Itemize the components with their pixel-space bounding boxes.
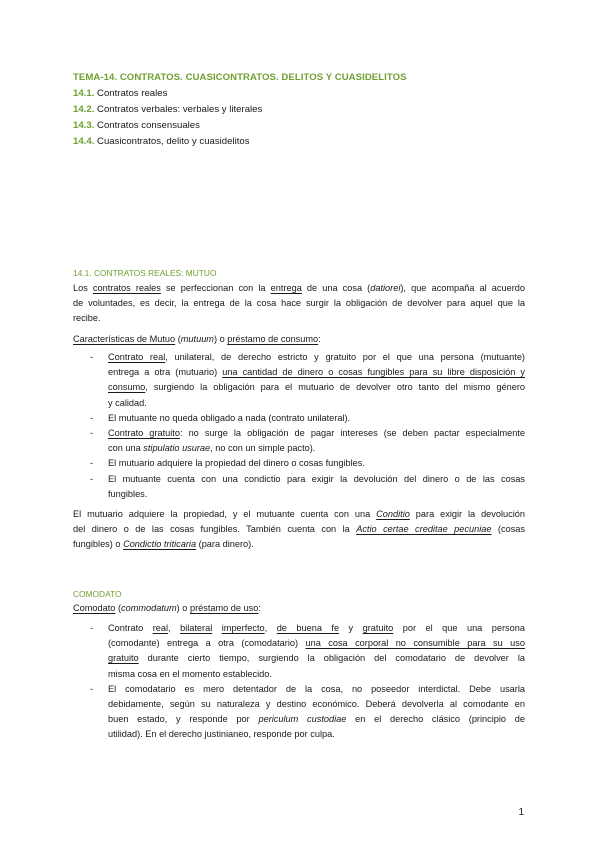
intro-paragraph <box>73 281 525 327</box>
dash-bullet: - <box>90 473 94 484</box>
toc-label: Contratos reales <box>97 88 168 99</box>
list-item: - El mutuante cuenta con una condictio para exigir la devolución del dinero o de las cosas fungibles. <box>90 473 525 499</box>
section-heading-mutuo: 14.1. CONTRATOS REALES: MUTUO <box>73 268 217 278</box>
dash-bullet: - <box>90 428 94 439</box>
dash-bullet: - <box>90 352 94 362</box>
toc-item[interactable] <box>73 136 250 147</box>
document-title: TEMA-14. CONTRATOS. CUASICONTRATOS. DELITOS Y CUASIDELITOS <box>73 72 407 83</box>
toc-item[interactable] <box>73 88 167 99</box>
dash-bullet: - <box>90 623 94 633</box>
list-item: - Contrato gratuito: no surge la obligación de pagar intereses (se deben pactar especialmente con una stipulatio usurae, no con un simple pacto). <box>90 428 525 454</box>
dash-bullet: - <box>90 412 94 423</box>
dash-bullet: - <box>90 458 94 469</box>
closing-paragraph: El mutuario adquiere la propiedad, y el mutuante cuenta con una Conditio para exigir la devolución del dinero o de las cosas fungibles. También cuenta con la Actio certae creditae pecuniae (cosas fungibles) o Condictio triticaria (para dinero). <box>73 509 525 550</box>
toc-number: 14.1. <box>73 88 95 99</box>
list-item: - El mutuario adquiere la propiedad del dinero o cosas fungibles. <box>73 456 525 471</box>
text-line: recibe. <box>73 313 101 324</box>
caracteristicas-line: Características de Mutuo (mutuum) o préstamo de consumo: <box>73 334 321 344</box>
toc-item[interactable] <box>73 120 200 131</box>
list-item: - Contrato real, unilateral, de derecho estricto y gratuito por el que una persona (mutuante) entrega a otra (mutuario) una cantidad de dinero o cosas fungibles para su libre disposición y consumo, surgiendo la obligación para el mutuario de devolver otro tanto del mismo género y calidad. <box>90 352 525 408</box>
list-item: - El comodatario es mero detentador de la cosa, no poseedor interdictal. Debe usarla debidamente, según su naturaleza y destino económico. Deberá devolverla al comodante en buen estado, y responde por periculum custodiae en el derecho clásico (principio de utilidad). En el derecho justinianeo, responde por culpa. <box>90 683 525 740</box>
page-number: 1 <box>518 807 524 818</box>
toc-number: 14.3. <box>73 120 95 131</box>
toc-number: 14.4. <box>73 136 95 147</box>
text-line: Los contratos reales se perfeccionan con la entrega de una cosa (datiorei), que acompaña al acuerdo <box>73 283 525 293</box>
conditio-link: Conditio <box>376 509 410 519</box>
toc-number: 14.2. <box>73 104 95 115</box>
toc-label: Contratos verbales: verbales y literales <box>97 104 263 115</box>
toc-label: Cuasicontratos, delito y cuasidelitos <box>97 136 250 147</box>
toc-item[interactable] <box>73 104 262 115</box>
section-heading-comodato: COMODATO <box>73 589 122 599</box>
toc-label: Contratos consensuales <box>97 120 200 131</box>
comodato-definition: Comodato (commodatum) o préstamo de uso: <box>73 603 261 613</box>
text-line: de voluntades, es decir, la entrega de la cosa hace surgir la obligación de devolver para aquel que la <box>73 298 525 309</box>
comodato-bullet-list <box>73 621 525 743</box>
mutuo-bullet-list <box>73 350 525 502</box>
list-item: - Contrato real, bilateral imperfecto, de buena fe y gratuito por el que una persona (comodante) entrega a otra (comodatario) una cosa corporal no consumible para su uso gratuito durante cierto tiempo, surgiendo la obligación del comodatario de devolver la misma cosa en el momento establecido. <box>90 623 525 679</box>
dash-bullet: - <box>90 683 94 694</box>
list-item: - El mutuante no queda obligado a nada (contrato unilateral). <box>73 411 525 426</box>
